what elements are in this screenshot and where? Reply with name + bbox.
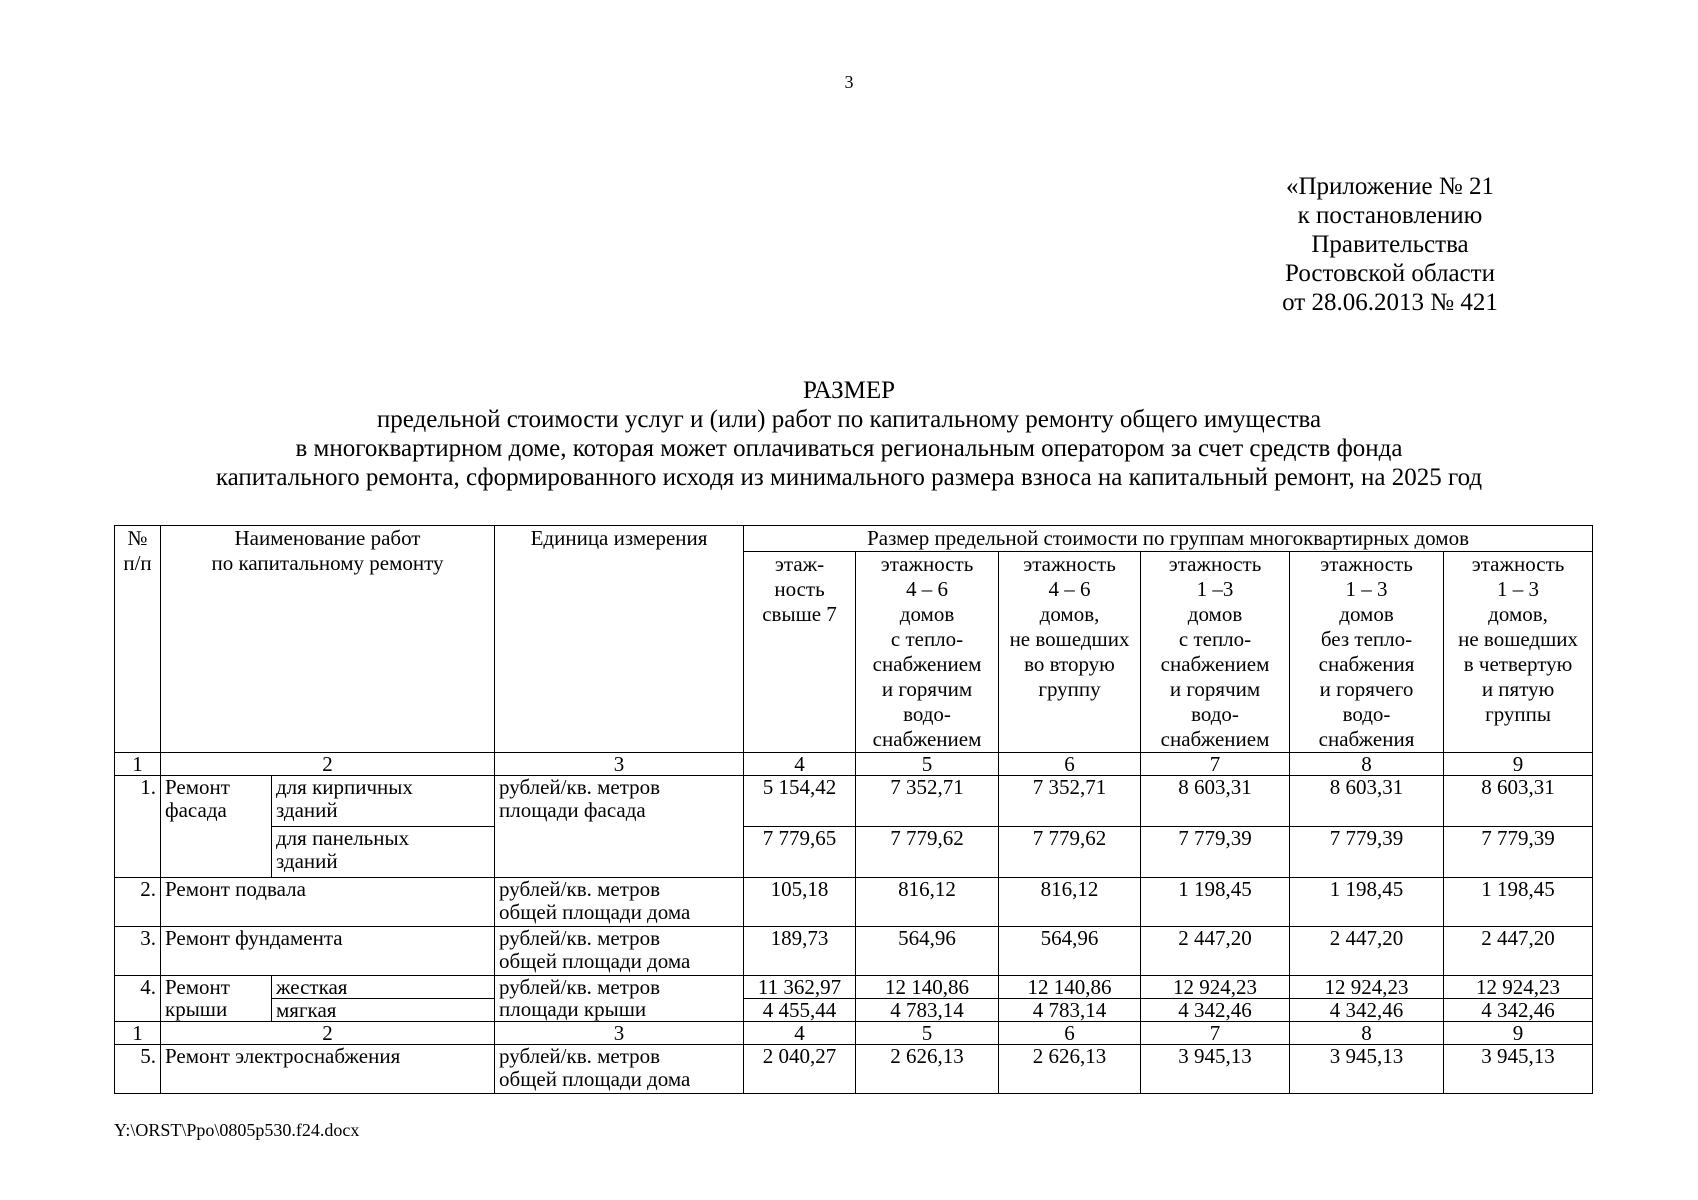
header-num: № п/п xyxy=(115,526,161,753)
cell-value: 1 198,45 xyxy=(1290,878,1444,927)
title-line: в многоквартирном доме, которая может оплачиваться региональным оператором за счет средств фонда xyxy=(295,435,1403,462)
col-number: 9 xyxy=(1444,753,1593,776)
row-subtype: мягкая xyxy=(272,999,495,1022)
cell-value: 12 140,86 xyxy=(856,976,999,999)
title-heading: РАЗМЕР xyxy=(802,377,896,404)
cell-value: 105,18 xyxy=(744,878,856,927)
col-number: 9 xyxy=(1444,1022,1593,1045)
row-work: Ремонт электроснабжения xyxy=(161,1045,495,1094)
cell-value: 2 626,13 xyxy=(999,1045,1141,1094)
row-unit: рублей/кв. метров общей площади дома xyxy=(495,878,744,927)
cell-value: 2 040,27 xyxy=(744,1045,856,1094)
header-group-4: этажность 1 –3 домов с тепло- снабжением и горячим водо- снабжением xyxy=(1141,552,1290,753)
cell-value: 11 362,97 xyxy=(744,976,856,999)
header-group-5: этажность 1 – 3 домов без тепло- снабжения и горячего водо- снабжения xyxy=(1290,552,1444,753)
header-work-name: Наименование работ по капитальному ремонту xyxy=(161,526,495,753)
annex-line: от 28.06.2013 № 421 xyxy=(1282,289,1498,316)
annex-reference xyxy=(1230,172,1550,317)
row-unit: рублей/кв. метров общей площади дома xyxy=(495,927,744,976)
col-number: 2 xyxy=(161,753,495,776)
cell-value: 4 783,14 xyxy=(999,999,1141,1022)
cell-value: 4 455,44 xyxy=(744,999,856,1022)
cell-value: 4 342,46 xyxy=(1141,999,1290,1022)
col-number: 7 xyxy=(1141,753,1290,776)
cell-value: 189,73 xyxy=(744,927,856,976)
cell-value: 8 603,31 xyxy=(1141,776,1290,827)
row-work: Ремонт фундамента xyxy=(161,927,495,976)
col-number: 8 xyxy=(1290,1022,1444,1045)
col-number: 3 xyxy=(495,1022,744,1045)
col-number: 3 xyxy=(495,753,744,776)
title-line: капитального ремонта, сформированного исходя из минимального размера взноса на капитальный ремонт, на 2025 год xyxy=(215,464,1483,491)
row-work: Ремонт фасада xyxy=(161,776,272,878)
cell-value: 1 198,45 xyxy=(1141,878,1290,927)
col-number: 5 xyxy=(856,1022,999,1045)
cell-value: 3 945,13 xyxy=(1141,1045,1290,1094)
cell-value: 2 447,20 xyxy=(1444,927,1593,976)
row-unit: рублей/кв. метров площади фасада xyxy=(495,776,744,878)
cell-value: 8 603,31 xyxy=(1290,776,1444,827)
table-row xyxy=(115,976,1593,999)
row-unit: рублей/кв. метров площади крыши xyxy=(495,976,744,1022)
row-work: Ремонт крыши xyxy=(161,976,272,1022)
cell-value: 8 603,31 xyxy=(1444,776,1593,827)
cell-value: 7 779,62 xyxy=(999,827,1141,878)
header-unit: Единица измерения xyxy=(495,526,744,753)
col-number: 6 xyxy=(999,1022,1141,1045)
col-number: 8 xyxy=(1290,753,1444,776)
row-num: 5. xyxy=(115,1045,161,1094)
row-subtype: для панельных зданий xyxy=(272,827,495,878)
table-header-row xyxy=(115,526,1593,552)
cell-value: 3 945,13 xyxy=(1290,1045,1444,1094)
cell-value: 816,12 xyxy=(999,878,1141,927)
cell-value: 2 447,20 xyxy=(1290,927,1444,976)
header-group-title: Размер предельной стоимости по группам многоквартирных домов xyxy=(744,526,1593,552)
annex-line: Правительства xyxy=(1311,231,1469,258)
col-number: 1 xyxy=(115,753,161,776)
row-num: 4. xyxy=(115,976,161,1022)
table-row xyxy=(115,776,1593,827)
cell-value: 12 924,23 xyxy=(1444,976,1593,999)
column-numbers-row xyxy=(115,1022,1593,1045)
table-row xyxy=(115,878,1593,927)
table-row xyxy=(115,827,1593,878)
cell-value: 564,96 xyxy=(856,927,999,976)
cell-value: 2 626,13 xyxy=(856,1045,999,1094)
cell-value: 4 342,46 xyxy=(1444,999,1593,1022)
document-title xyxy=(0,376,1698,492)
column-numbers-row xyxy=(115,753,1593,776)
cost-table xyxy=(114,525,1593,1094)
annex-line: Ростовской области xyxy=(1285,260,1495,287)
col-number: 1 xyxy=(115,1022,161,1045)
header-group-1: этаж- ность свыше 7 xyxy=(744,552,856,753)
cell-value: 564,96 xyxy=(999,927,1141,976)
cell-value: 1 198,45 xyxy=(1444,878,1593,927)
row-num: 3. xyxy=(115,927,161,976)
row-work: Ремонт подвала xyxy=(161,878,495,927)
row-subtype: для кирпичных зданий xyxy=(272,776,495,827)
annex-line: «Приложение № 21 xyxy=(1285,173,1495,200)
header-group-2: этажность 4 – 6 домов с тепло- снабжением и горячим водо- снабжением xyxy=(856,552,999,753)
row-unit: рублей/кв. метров общей площади дома xyxy=(495,1045,744,1094)
col-number: 4 xyxy=(744,1022,856,1045)
cell-value: 7 779,62 xyxy=(856,827,999,878)
col-number: 7 xyxy=(1141,1022,1290,1045)
cell-value: 12 924,23 xyxy=(1141,976,1290,999)
cell-value: 7 779,65 xyxy=(744,827,856,878)
row-num: 2. xyxy=(115,878,161,927)
cell-value: 7 779,39 xyxy=(1290,827,1444,878)
header-group-3: этажность 4 – 6 домов, не вошедших во вторую группу xyxy=(999,552,1141,753)
header-group-6: этажность 1 – 3 домов, не вошедших в четвертую и пятую группы xyxy=(1444,552,1593,753)
table-row xyxy=(115,999,1593,1022)
cell-value: 816,12 xyxy=(856,878,999,927)
cell-value: 7 352,71 xyxy=(856,776,999,827)
cell-value: 12 924,23 xyxy=(1290,976,1444,999)
table-row xyxy=(115,1045,1593,1094)
title-line: предельной стоимости услуг и (или) работ по капитальному ремонту общего имущества xyxy=(376,406,1322,433)
cell-value: 7 779,39 xyxy=(1444,827,1593,878)
file-path-footer: Y:\ORST\Ppo\0805p530.f24.docx xyxy=(114,1120,360,1140)
cell-value: 2 447,20 xyxy=(1141,927,1290,976)
col-number: 5 xyxy=(856,753,999,776)
col-number: 2 xyxy=(161,1022,495,1045)
table-row xyxy=(115,927,1593,976)
cell-value: 12 140,86 xyxy=(999,976,1141,999)
col-number: 4 xyxy=(744,753,856,776)
row-subtype: жесткая xyxy=(272,976,495,999)
cell-value: 7 352,71 xyxy=(999,776,1141,827)
cell-value: 3 945,13 xyxy=(1444,1045,1593,1094)
col-number: 6 xyxy=(999,753,1141,776)
cell-value: 4 783,14 xyxy=(856,999,999,1022)
cell-value: 7 779,39 xyxy=(1141,827,1290,878)
cell-value: 4 342,46 xyxy=(1290,999,1444,1022)
cell-value: 5 154,42 xyxy=(744,776,856,827)
annex-line: к постановлению xyxy=(1297,202,1483,229)
row-num: 1. xyxy=(115,776,161,878)
page-number: 3 xyxy=(844,72,854,92)
